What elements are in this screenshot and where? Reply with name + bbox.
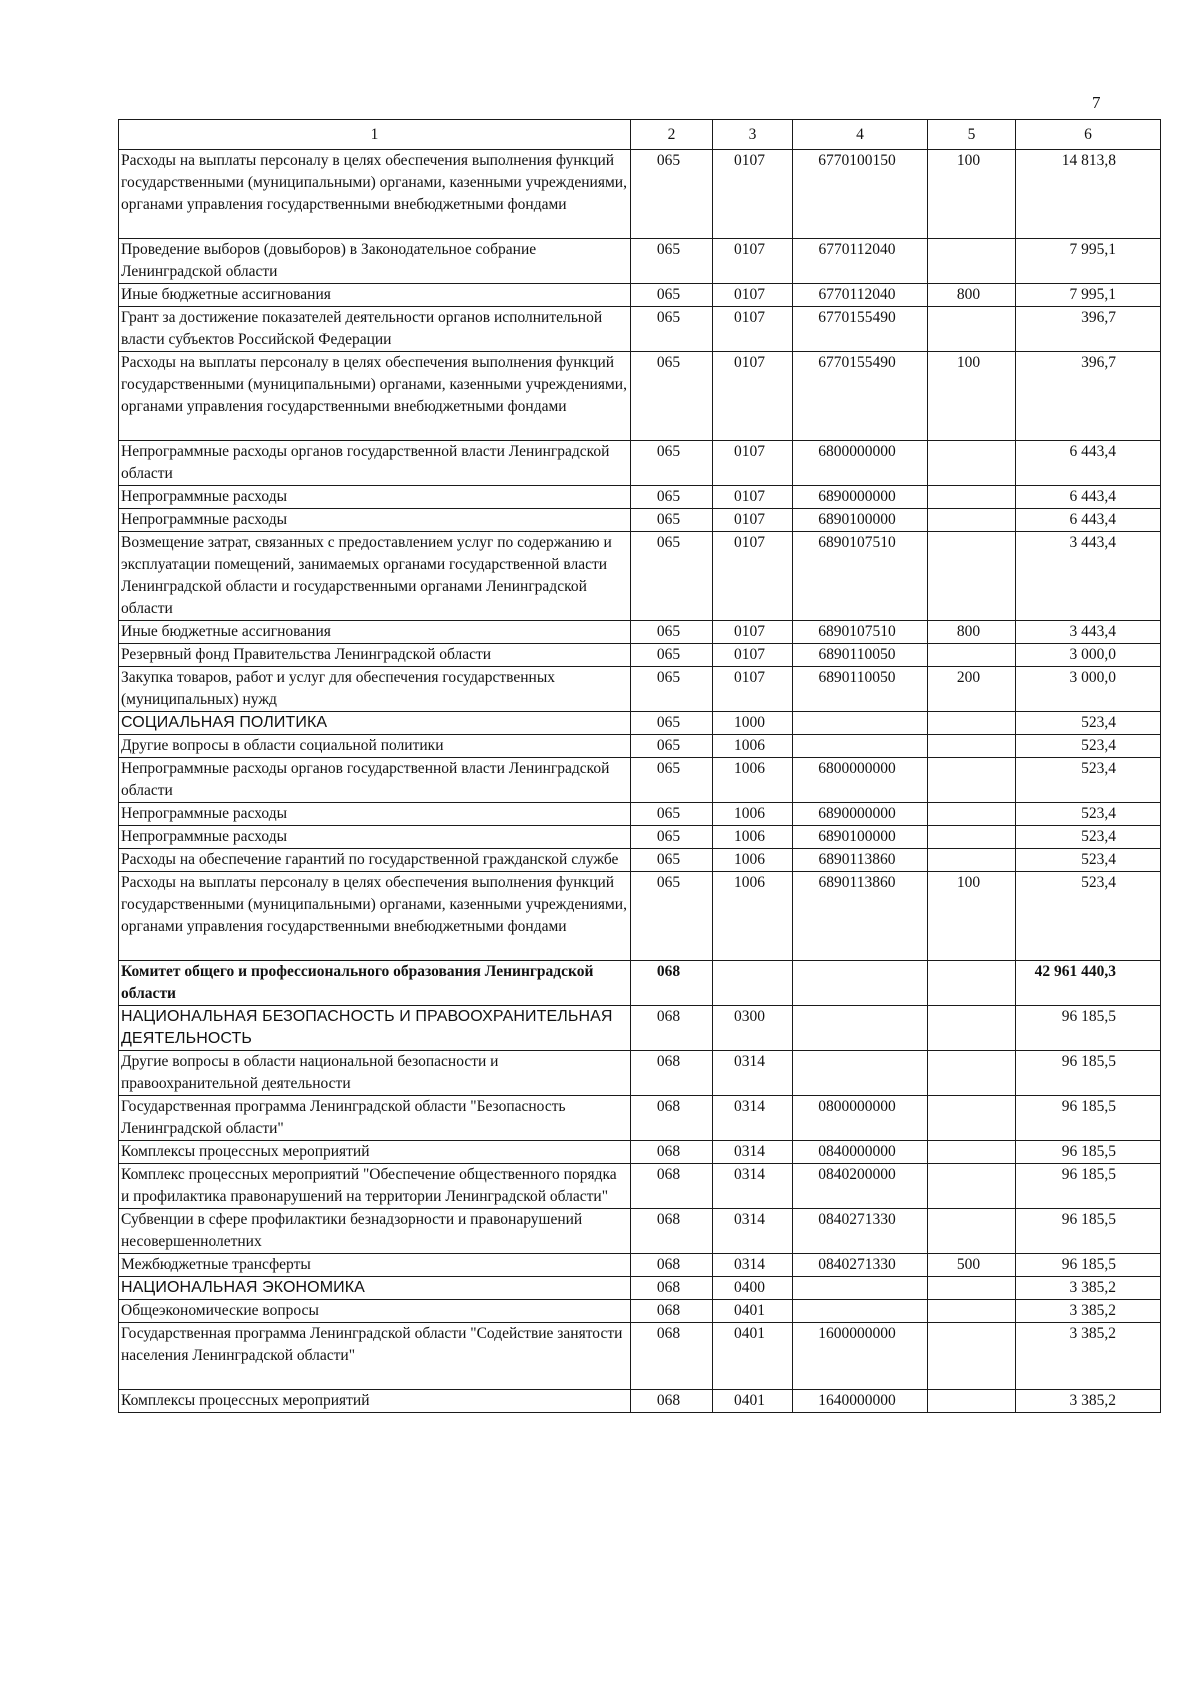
column-header: 1 [119, 120, 631, 150]
table-row [119, 1300, 1161, 1323]
section-code-cell: 0314 [713, 1051, 793, 1096]
section-code-cell: 0107 [713, 352, 793, 441]
header-row [119, 120, 1161, 150]
table-row [119, 1164, 1161, 1209]
expense-name-cell: Государственная программа Ленинградской области "Безопасность Ленинградской области" [119, 1096, 631, 1141]
expense-type-code-cell [928, 758, 1016, 803]
amount-cell: 42 961 440,3 [1016, 961, 1161, 1006]
amount-cell: 96 185,5 [1016, 1096, 1161, 1141]
expense-type-code-cell [928, 1141, 1016, 1164]
table-row [119, 486, 1161, 509]
target-item-code-cell: 0840000000 [793, 1141, 928, 1164]
administrator-code-cell: 065 [631, 352, 713, 441]
target-item-code-cell: 6890107510 [793, 532, 928, 621]
section-code-cell: 1006 [713, 803, 793, 826]
section-code-cell: 0401 [713, 1390, 793, 1413]
expense-type-code-cell [928, 1096, 1016, 1141]
expense-type-code-cell [928, 532, 1016, 621]
expense-name-cell: Непрограммные расходы органов государственной власти Ленинградской области [119, 758, 631, 803]
expense-type-code-cell [928, 1300, 1016, 1323]
expense-type-code-cell [928, 735, 1016, 758]
administrator-code-cell: 065 [631, 826, 713, 849]
table-row [119, 758, 1161, 803]
section-code-cell: 0107 [713, 644, 793, 667]
target-item-code-cell [793, 1300, 928, 1323]
expense-type-code-cell [928, 1164, 1016, 1209]
expense-type-code-cell: 100 [928, 872, 1016, 961]
expense-name-cell: Проведение выборов (довыборов) в Законодательное собрание Ленинградской области [119, 239, 631, 284]
target-item-code-cell: 6800000000 [793, 441, 928, 486]
amount-cell: 523,4 [1016, 826, 1161, 849]
section-code-cell: 0107 [713, 532, 793, 621]
administrator-code-cell: 065 [631, 644, 713, 667]
expense-type-code-cell [928, 803, 1016, 826]
section-code-cell [713, 961, 793, 1006]
section-code-cell: 1006 [713, 758, 793, 803]
expense-type-code-cell [928, 712, 1016, 735]
table-row [119, 872, 1161, 961]
expense-name-cell: Комплексы процессных мероприятий [119, 1390, 631, 1413]
amount-cell: 3 000,0 [1016, 667, 1161, 712]
target-item-code-cell [793, 712, 928, 735]
column-header: 3 [713, 120, 793, 150]
expense-name-cell: НАЦИОНАЛЬНАЯ БЕЗОПАСНОСТЬ И ПРАВООХРАНИТЕЛЬНАЯ ДЕЯТЕЛЬНОСТЬ [119, 1006, 631, 1051]
administrator-code-cell: 065 [631, 872, 713, 961]
table-row [119, 1323, 1161, 1390]
section-code-cell: 0107 [713, 486, 793, 509]
expense-name-cell: Расходы на выплаты персоналу в целях обеспечения выполнения функций государственными (муниципальными) органами, казенными учреждениями, органами управления государственными внебюджетными фондами [119, 352, 631, 441]
expense-name-cell: Непрограммные расходы [119, 803, 631, 826]
page-number: 7 [1092, 93, 1101, 112]
table-row [119, 644, 1161, 667]
expense-type-code-cell [928, 961, 1016, 1006]
target-item-code-cell [793, 961, 928, 1006]
amount-cell: 14 813,8 [1016, 150, 1161, 239]
expense-type-code-cell [928, 644, 1016, 667]
expense-type-code-cell: 100 [928, 352, 1016, 441]
expense-type-code-cell [928, 239, 1016, 284]
section-code-cell: 0314 [713, 1254, 793, 1277]
section-code-cell: 0107 [713, 307, 793, 352]
column-header: 2 [631, 120, 713, 150]
amount-cell: 6 443,4 [1016, 486, 1161, 509]
expense-name-cell: Грант за достижение показателей деятельности органов исполнительной власти субъектов Российской Федерации [119, 307, 631, 352]
table-row [119, 307, 1161, 352]
section-code-cell: 0107 [713, 441, 793, 486]
table-row [119, 667, 1161, 712]
expense-type-code-cell: 800 [928, 621, 1016, 644]
target-item-code-cell: 0840200000 [793, 1164, 928, 1209]
administrator-code-cell: 068 [631, 1164, 713, 1209]
section-code-cell: 0107 [713, 150, 793, 239]
expense-name-cell: НАЦИОНАЛЬНАЯ ЭКОНОМИКА [119, 1277, 631, 1300]
amount-cell: 96 185,5 [1016, 1141, 1161, 1164]
administrator-code-cell: 068 [631, 1390, 713, 1413]
budget-table [118, 119, 1161, 1413]
target-item-code-cell: 1600000000 [793, 1323, 928, 1390]
expense-name-cell: Возмещение затрат, связанных с предоставлением услуг по содержанию и эксплуатации помещений, занимаемых органами государственной власти Ленинградской области и государственными органами Ленинградской области [119, 532, 631, 621]
amount-cell: 3 385,2 [1016, 1277, 1161, 1300]
expense-name-cell: Расходы на обеспечение гарантий по государственной гражданской службе [119, 849, 631, 872]
amount-cell: 6 443,4 [1016, 441, 1161, 486]
table-row [119, 1209, 1161, 1254]
target-item-code-cell [793, 1277, 928, 1300]
administrator-code-cell: 065 [631, 441, 713, 486]
administrator-code-cell: 068 [631, 1141, 713, 1164]
section-code-cell: 0107 [713, 667, 793, 712]
amount-cell: 523,4 [1016, 712, 1161, 735]
section-code-cell: 0107 [713, 621, 793, 644]
expense-type-code-cell [928, 486, 1016, 509]
section-code-cell: 0314 [713, 1096, 793, 1141]
column-header: 4 [793, 120, 928, 150]
administrator-code-cell: 065 [631, 621, 713, 644]
expense-name-cell: Непрограммные расходы [119, 509, 631, 532]
expense-name-cell: Непрограммные расходы [119, 486, 631, 509]
amount-cell: 3 000,0 [1016, 644, 1161, 667]
expense-name-cell: Расходы на выплаты персоналу в целях обеспечения выполнения функций государственными (муниципальными) органами, казенными учреждениями, органами управления государственными внебюджетными фондами [119, 872, 631, 961]
expense-name-cell: Комитет общего и профессионального образования Ленинградской области [119, 961, 631, 1006]
section-code-cell: 0314 [713, 1164, 793, 1209]
administrator-code-cell: 065 [631, 486, 713, 509]
section-code-cell: 0107 [713, 509, 793, 532]
administrator-code-cell: 065 [631, 667, 713, 712]
column-header: 6 [1016, 120, 1161, 150]
expense-name-cell: Резервный фонд Правительства Ленинградской области [119, 644, 631, 667]
amount-cell: 7 995,1 [1016, 239, 1161, 284]
table-row [119, 849, 1161, 872]
expense-name-cell: Государственная программа Ленинградской области "Содействие занятости населения Ленинградской области" [119, 1323, 631, 1390]
amount-cell: 3 385,2 [1016, 1323, 1161, 1390]
section-code-cell: 0401 [713, 1300, 793, 1323]
table-row [119, 509, 1161, 532]
column-header: 5 [928, 120, 1016, 150]
target-item-code-cell: 6800000000 [793, 758, 928, 803]
amount-cell: 96 185,5 [1016, 1006, 1161, 1051]
expense-type-code-cell [928, 307, 1016, 352]
administrator-code-cell: 065 [631, 307, 713, 352]
expense-name-cell: Иные бюджетные ассигнования [119, 621, 631, 644]
expense-name-cell: Общеэкономические вопросы [119, 1300, 631, 1323]
expense-type-code-cell [928, 1006, 1016, 1051]
amount-cell: 96 185,5 [1016, 1209, 1161, 1254]
target-item-code-cell: 1640000000 [793, 1390, 928, 1413]
expense-type-code-cell: 500 [928, 1254, 1016, 1277]
administrator-code-cell: 068 [631, 1096, 713, 1141]
target-item-code-cell: 6770100150 [793, 150, 928, 239]
section-code-cell: 1006 [713, 826, 793, 849]
expense-name-cell: Комплекс процессных мероприятий "Обеспечение общественного порядка и профилактика правонарушений на территории Ленинградской области" [119, 1164, 631, 1209]
section-code-cell: 1006 [713, 849, 793, 872]
expense-type-code-cell: 100 [928, 150, 1016, 239]
table-row [119, 1096, 1161, 1141]
table-row [119, 826, 1161, 849]
section-code-cell: 0314 [713, 1209, 793, 1254]
expense-name-cell: СОЦИАЛЬНАЯ ПОЛИТИКА [119, 712, 631, 735]
administrator-code-cell: 068 [631, 1323, 713, 1390]
amount-cell: 396,7 [1016, 352, 1161, 441]
administrator-code-cell: 065 [631, 239, 713, 284]
target-item-code-cell: 6770112040 [793, 284, 928, 307]
target-item-code-cell: 0840271330 [793, 1254, 928, 1277]
expense-type-code-cell [928, 1277, 1016, 1300]
expense-type-code-cell [928, 509, 1016, 532]
table-row [119, 621, 1161, 644]
table-row [119, 1277, 1161, 1300]
table-row [119, 352, 1161, 441]
table-row [119, 284, 1161, 307]
target-item-code-cell: 0840271330 [793, 1209, 928, 1254]
amount-cell: 3 385,2 [1016, 1300, 1161, 1323]
amount-cell: 96 185,5 [1016, 1254, 1161, 1277]
expense-name-cell: Непрограммные расходы органов государственной власти Ленинградской области [119, 441, 631, 486]
amount-cell: 3 443,4 [1016, 621, 1161, 644]
amount-cell: 6 443,4 [1016, 509, 1161, 532]
target-item-code-cell [793, 1006, 928, 1051]
amount-cell: 3 385,2 [1016, 1390, 1161, 1413]
amount-cell: 396,7 [1016, 307, 1161, 352]
target-item-code-cell: 6890107510 [793, 621, 928, 644]
administrator-code-cell: 068 [631, 1006, 713, 1051]
table-row [119, 961, 1161, 1006]
expense-type-code-cell [928, 849, 1016, 872]
target-item-code-cell: 6890100000 [793, 509, 928, 532]
amount-cell: 96 185,5 [1016, 1164, 1161, 1209]
table-row [119, 1390, 1161, 1413]
table-row [119, 1141, 1161, 1164]
section-code-cell: 0300 [713, 1006, 793, 1051]
table-row [119, 1051, 1161, 1096]
amount-cell: 3 443,4 [1016, 532, 1161, 621]
table-row [119, 803, 1161, 826]
target-item-code-cell: 6890110050 [793, 667, 928, 712]
table-row [119, 1006, 1161, 1051]
administrator-code-cell: 065 [631, 284, 713, 307]
target-item-code-cell: 6770155490 [793, 352, 928, 441]
amount-cell: 96 185,5 [1016, 1051, 1161, 1096]
section-code-cell: 1000 [713, 712, 793, 735]
administrator-code-cell: 065 [631, 509, 713, 532]
table-row [119, 150, 1161, 239]
expense-name-cell: Другие вопросы в области социальной политики [119, 735, 631, 758]
section-code-cell: 0401 [713, 1323, 793, 1390]
administrator-code-cell: 065 [631, 532, 713, 621]
administrator-code-cell: 065 [631, 758, 713, 803]
expense-name-cell: Непрограммные расходы [119, 826, 631, 849]
section-code-cell: 0107 [713, 239, 793, 284]
target-item-code-cell [793, 735, 928, 758]
table-row [119, 712, 1161, 735]
administrator-code-cell: 068 [631, 1209, 713, 1254]
table-row [119, 532, 1161, 621]
expense-name-cell: Межбюджетные трансферты [119, 1254, 631, 1277]
expense-name-cell: Субвенции в сфере профилактики безнадзорности и правонарушений несовершеннолетних [119, 1209, 631, 1254]
expense-type-code-cell: 800 [928, 284, 1016, 307]
section-code-cell: 1006 [713, 735, 793, 758]
expense-type-code-cell [928, 826, 1016, 849]
target-item-code-cell: 0800000000 [793, 1096, 928, 1141]
section-code-cell: 0314 [713, 1141, 793, 1164]
amount-cell: 523,4 [1016, 872, 1161, 961]
target-item-code-cell: 6890000000 [793, 486, 928, 509]
amount-cell: 523,4 [1016, 735, 1161, 758]
amount-cell: 523,4 [1016, 849, 1161, 872]
target-item-code-cell: 6890100000 [793, 826, 928, 849]
administrator-code-cell: 068 [631, 1051, 713, 1096]
expense-type-code-cell [928, 1390, 1016, 1413]
administrator-code-cell: 068 [631, 1300, 713, 1323]
target-item-code-cell: 6890000000 [793, 803, 928, 826]
administrator-code-cell: 065 [631, 150, 713, 239]
table-row [119, 1254, 1161, 1277]
expense-type-code-cell [928, 1209, 1016, 1254]
administrator-code-cell: 068 [631, 961, 713, 1006]
administrator-code-cell: 065 [631, 712, 713, 735]
expense-type-code-cell: 200 [928, 667, 1016, 712]
expense-name-cell: Закупка товаров, работ и услуг для обеспечения государственных (муниципальных) нужд [119, 667, 631, 712]
section-code-cell: 1006 [713, 872, 793, 961]
administrator-code-cell: 065 [631, 849, 713, 872]
expense-type-code-cell [928, 1323, 1016, 1390]
administrator-code-cell: 065 [631, 735, 713, 758]
expense-name-cell: Иные бюджетные ассигнования [119, 284, 631, 307]
expense-name-cell: Комплексы процессных мероприятий [119, 1141, 631, 1164]
amount-cell: 7 995,1 [1016, 284, 1161, 307]
table-row [119, 441, 1161, 486]
section-code-cell: 0400 [713, 1277, 793, 1300]
target-item-code-cell [793, 1051, 928, 1096]
administrator-code-cell: 068 [631, 1254, 713, 1277]
amount-cell: 523,4 [1016, 803, 1161, 826]
target-item-code-cell: 6770155490 [793, 307, 928, 352]
table-row [119, 735, 1161, 758]
amount-cell: 523,4 [1016, 758, 1161, 803]
administrator-code-cell: 068 [631, 1277, 713, 1300]
target-item-code-cell: 6770112040 [793, 239, 928, 284]
expense-type-code-cell [928, 1051, 1016, 1096]
target-item-code-cell: 6890113860 [793, 872, 928, 961]
table-body [119, 150, 1161, 1413]
target-item-code-cell: 6890110050 [793, 644, 928, 667]
table-row [119, 239, 1161, 284]
expense-type-code-cell [928, 441, 1016, 486]
administrator-code-cell: 065 [631, 803, 713, 826]
expense-name-cell: Другие вопросы в области национальной безопасности и правоохранительной деятельности [119, 1051, 631, 1096]
target-item-code-cell: 6890113860 [793, 849, 928, 872]
expense-name-cell: Расходы на выплаты персоналу в целях обеспечения выполнения функций государственными (муниципальными) органами, казенными учреждениями, органами управления государственными внебюджетными фондами [119, 150, 631, 239]
section-code-cell: 0107 [713, 284, 793, 307]
